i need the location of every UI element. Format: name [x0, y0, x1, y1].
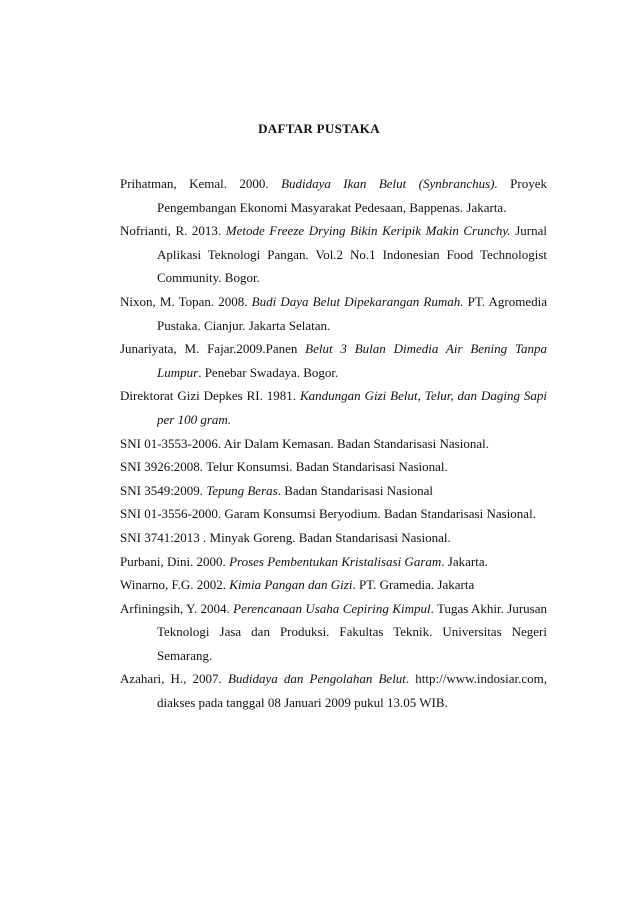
page-title: DAFTAR PUSTAKA: [258, 121, 380, 136]
reference-text: SNI 3741:2013 . Minyak Goreng. Badan Standarisasi Nasional.: [120, 529, 451, 545]
reference-text: SNI 3549:2009.: [120, 482, 207, 498]
reference-text: Direktorat Gizi Depkes RI. 1981.: [120, 388, 300, 404]
reference-entry: [120, 337, 547, 384]
reference-entry: [120, 550, 547, 574]
reference-text: . Tugas Akhir. Jurusan Teknologi Jasa dan Produksi. Fakultas Teknik. Universitas Negeri Semarang.: [157, 600, 547, 663]
reference-text: Proyek Pengembangan Ekonomi Masyarakat Pedesaan, Bappenas. Jakarta.: [157, 176, 547, 215]
reference-title: Budi Daya Belut Dipekarangan Rumah.: [251, 293, 464, 309]
reference-text: Purbani, Dini. 2000.: [120, 553, 230, 569]
reference-text: . Jakarta.: [441, 553, 488, 569]
reference-title: Budidaya Ikan Belut (Synbranchus).: [281, 176, 498, 191]
reference-text: Junariyata, M. Fajar.2009.Panen: [120, 341, 306, 357]
reference-entry: [120, 667, 547, 714]
reference-text: Jurnal Aplikasi Teknologi Pangan. Vol.2 No.1 Indonesian Food Technologist Community. Bogor.: [157, 223, 548, 286]
reference-title: Perencanaan Usaha Cepiring Kimpul: [233, 600, 431, 616]
reference-entry: [120, 526, 547, 550]
reference-entry: [120, 573, 547, 597]
reference-title: Metode Freeze Drying Bikin Keripik Makin Crunchy.: [225, 223, 511, 239]
reference-text: . PT. Gramedia. Jakarta: [352, 577, 475, 593]
reference-text: . Badan Standarisasi Nasional: [277, 482, 433, 498]
reference-list: [120, 172, 547, 715]
reference-entry: [120, 172, 547, 219]
reference-text: PT. Agromedia Pustaka. Cianjur. Jakarta Selatan.: [157, 293, 547, 333]
reference-title: Budidaya dan Pengolahan Belut: [227, 671, 406, 687]
reference-text: . http://www.indosiar.com, diakses pada tanggal 08 Januari 2009 pukul 13.05 WIB.: [157, 671, 547, 711]
reference-text: Nofrianti, R. 2013.: [120, 223, 226, 239]
reference-text: Winarno, F.G. 2002.: [120, 577, 230, 593]
reference-entry: [120, 219, 547, 290]
reference-entry: [120, 455, 547, 479]
reference-entry: [120, 597, 547, 668]
reference-text: SNI 01-3553-2006. Air Dalam Kemasan. Badan Standarisasi Nasional.: [120, 435, 489, 451]
reference-entry: [120, 432, 547, 456]
reference-text: Azahari, H., 2007.: [120, 671, 228, 687]
reference-text: SNI 3926:2008. Telur Konsumsi. Badan Standarisasi Nasional.: [120, 459, 448, 475]
reference-title: Tepung Beras: [206, 482, 278, 498]
reference-entry: [120, 502, 547, 526]
reference-text: Prihatman, Kemal. 2000.: [120, 176, 282, 191]
reference-text: Arfiningsih, Y. 2004.: [120, 600, 234, 616]
reference-title: Kimia Pangan dan Gizi: [229, 577, 353, 593]
reference-text: SNI 01-3556-2000. Garam Konsumsi Beryodium. Badan Standarisasi Nasional.: [120, 506, 536, 522]
reference-text: Nixon, M. Topan. 2008.: [120, 293, 252, 309]
reference-entry: [120, 384, 547, 431]
reference-text: . Penebar Swadaya. Bogor.: [198, 364, 339, 380]
reference-title: Belut 3 Bulan Dimedia Air Bening Tanpa Lumpur: [157, 341, 547, 380]
reference-title: Proses Pembentukan Kristalisasi Garam: [229, 553, 442, 569]
reference-entry: [120, 479, 547, 503]
reference-title: Kandungan Gizi Belut, Telur, dan Daging Sapi per 100 gram.: [157, 388, 547, 427]
reference-entry: [120, 290, 547, 337]
